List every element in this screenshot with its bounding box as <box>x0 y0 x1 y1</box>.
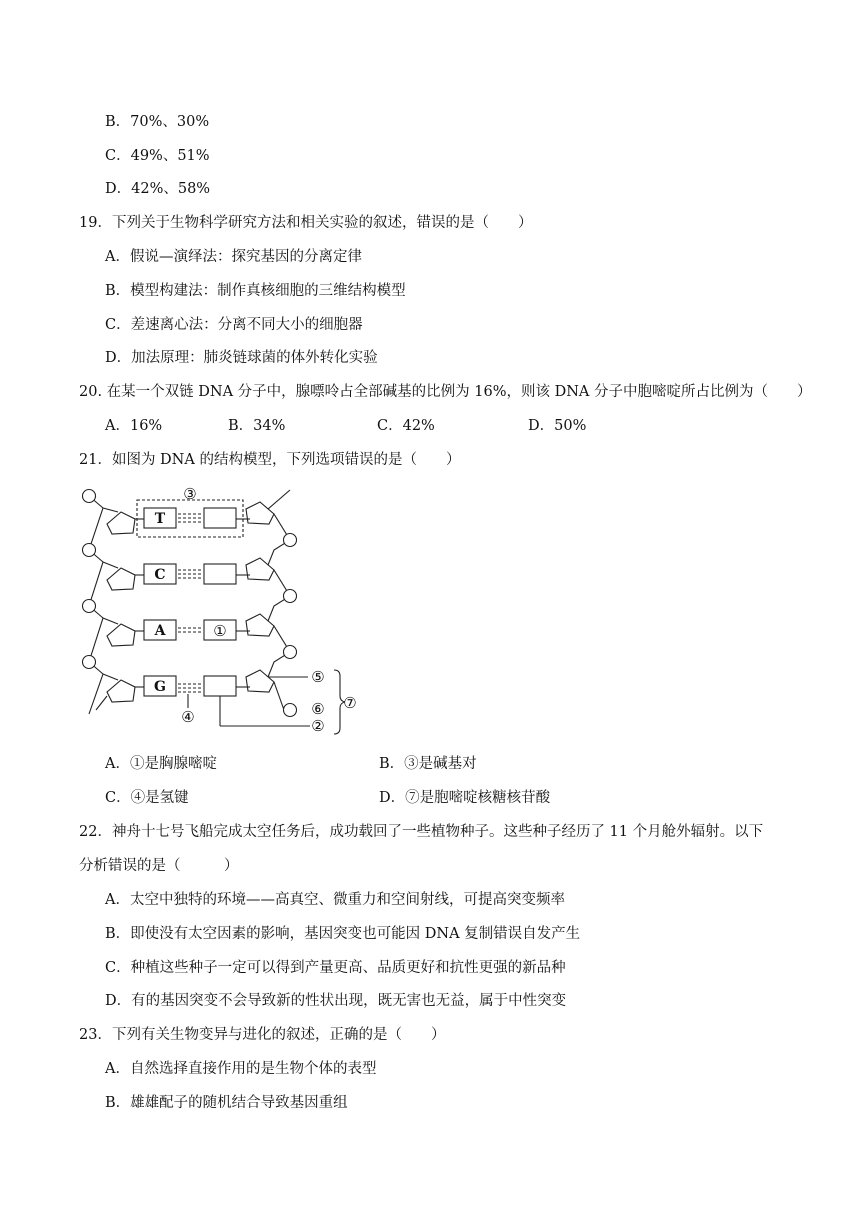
q18-option-c: C．49%、51% <box>105 148 210 164</box>
q20-option-d: D．50% <box>528 418 587 434</box>
label-4: ④ <box>181 708 195 726</box>
q21-option-d: D．⑦是胞嘧啶核糖核苷酸 <box>379 790 551 806</box>
q22-stem-line2: 分析错误的是（ ） <box>79 858 239 874</box>
q21-stem: 21．如图为 DNA 的结构模型，下列选项错误的是（ ） <box>79 452 461 468</box>
q21-option-c: C．④是氢键 <box>105 790 189 806</box>
q22-option-c: C．种植这些种子一定可以得到产量更高、品质更好和抗性更强的新品种 <box>105 960 566 976</box>
q19-option-a: A．假说—演绎法：探究基因的分离定律 <box>105 249 362 265</box>
q22-stem-line1: 22．神舟十七号飞船完成太空任务后，成功载回了一些植物种子。这些种子经历了 11 个月舱外辐射。以下 <box>79 824 764 840</box>
base-g: G <box>154 679 166 695</box>
q18-option-b: B．70%、30% <box>105 114 210 130</box>
q20-option-c: C．42% <box>377 418 435 434</box>
q22-option-a: A．太空中独特的环境——高真空、微重力和空间射线，可提高突变频率 <box>105 892 565 908</box>
label-7: ⑦ <box>343 694 357 712</box>
label-1: ① <box>213 622 227 640</box>
q22-option-b: B．即使没有太空因素的影响，基因突变也可能因 DNA 复制错误自发产生 <box>105 926 581 942</box>
q19-option-d: D．加法原理：肺炎链球菌的体外转化实验 <box>105 350 378 366</box>
q18-option-d: D．42%、58% <box>105 181 211 197</box>
base-t: T <box>154 511 166 527</box>
q23-stem: 23．下列有关生物变异与进化的叙述，正确的是（ ） <box>79 1027 446 1043</box>
base-c: C <box>154 567 166 583</box>
q20-option-b: B．34% <box>228 418 286 434</box>
q20-stem: 20. 在某一个双链 DNA 分子中，腺嘌呤占全部碱基的比例为 16%，则该 DNA 分子中胞嘧啶所占比例为（ ） <box>79 384 812 400</box>
q21-option-a: A．①是胸腺嘧啶 <box>105 756 217 772</box>
q23-option-b: B．雄雄配子的随机结合导致基因重组 <box>105 1095 348 1111</box>
q20-option-a: A．16% <box>105 418 163 434</box>
base-a: A <box>154 623 166 639</box>
label-6: ⑥ <box>311 700 325 718</box>
q22-option-d: D．有的基因突变不会导致新的性状出现，既无害也无益，属于中性突变 <box>105 993 567 1009</box>
label-3: ③ <box>183 485 197 503</box>
q19-option-b: B．模型构建法：制作真核细胞的三维结构模型 <box>105 283 406 299</box>
q19-stem: 19．下列关于生物科学研究方法和相关实验的叙述，错误的是（ ） <box>79 215 533 231</box>
q23-option-a: A．自然选择直接作用的是生物个体的表型 <box>105 1061 377 1077</box>
label-2: ② <box>311 717 325 735</box>
dna-structure-diagram <box>78 482 368 742</box>
q19-option-c: C．差速离心法：分离不同大小的细胞器 <box>105 317 363 333</box>
q21-option-b: B．③是碱基对 <box>379 756 477 772</box>
label-5: ⑤ <box>311 668 325 686</box>
